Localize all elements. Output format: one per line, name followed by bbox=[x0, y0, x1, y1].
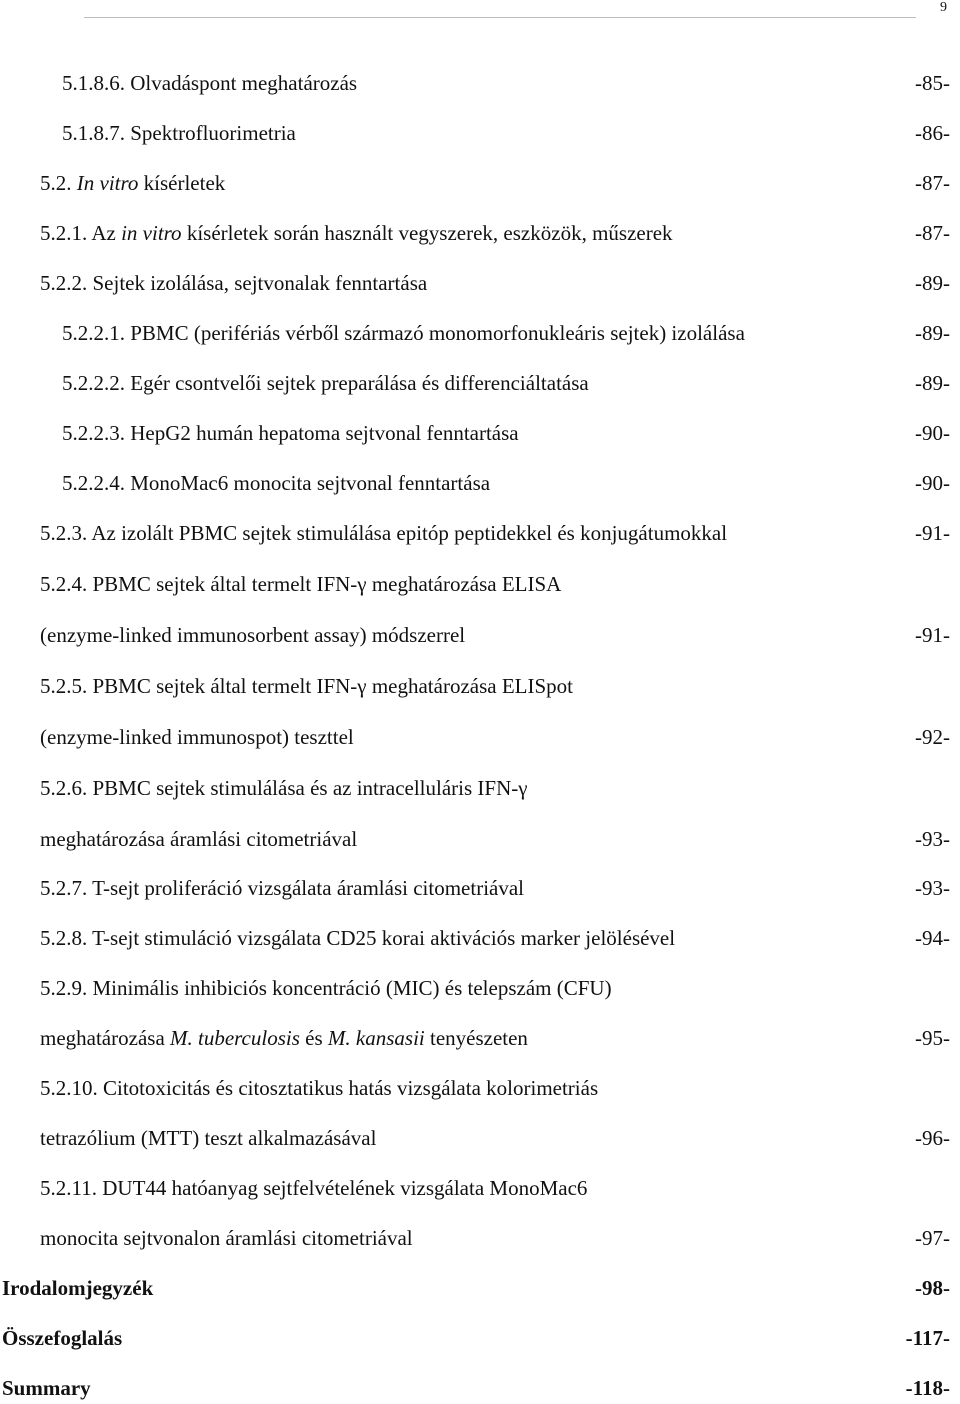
toc-entry-title: 5.2.6. PBMC sejtek stimulálása és az intracelluláris IFN-γ bbox=[40, 776, 528, 800]
toc-entry-title: Irodalomjegyzék bbox=[2, 1276, 154, 1300]
toc-entry bbox=[62, 368, 950, 398]
toc-entry-continuation bbox=[40, 1223, 950, 1253]
toc-entry-title: 5.2.4. PBMC sejtek által termelt IFN-γ meghatározása ELISA bbox=[40, 572, 562, 596]
toc-entry bbox=[62, 118, 950, 148]
toc-entry bbox=[62, 318, 950, 348]
toc-entry-title: 5.2.2.1. PBMC (perifériás vérből származó monomorfonukleáris sejtek) izolálása bbox=[62, 321, 745, 345]
toc-entry-title: 5.1.8.6. Olvadáspont meghatározás bbox=[62, 71, 358, 95]
toc-entry-page: -117- bbox=[905, 1326, 950, 1350]
toc-entry-title: meghatározása M. tuberculosis és M. kansasii tenyészeten bbox=[40, 1026, 528, 1050]
toc-entry-title: 5.2.10. Citotoxicitás és citosztatikus hatás vizsgálata kolorimetriás bbox=[40, 1076, 599, 1100]
toc-entry-page: -97- bbox=[915, 1226, 950, 1250]
toc-entry-continuation bbox=[40, 824, 950, 854]
toc-entry-title: 5.2.3. Az izolált PBMC sejtek stimulálása epitóp peptidekkel és konjugátumokkal bbox=[40, 521, 728, 545]
toc-entry-page: -98- bbox=[915, 1276, 950, 1300]
toc-entry-title: 5.2.9. Minimális inhibiciós koncentráció (MIC) és telepszám (CFU) bbox=[40, 976, 612, 1000]
toc-entry-page: -90- bbox=[915, 471, 950, 495]
toc-entry-title: 5.2.5. PBMC sejtek által termelt IFN-γ meghatározása ELISpot bbox=[40, 674, 573, 698]
toc-entry-title: (enzyme-linked immunosorbent assay) módszerrel bbox=[40, 623, 466, 647]
toc-entry-page: -87- bbox=[915, 171, 950, 195]
toc-entry bbox=[40, 569, 950, 599]
toc-entry-title: 5.1.8.7. Spektrofluorimetria bbox=[62, 121, 296, 145]
toc-entry-title: 5.2.7. T-sejt proliferáció vizsgálata áramlási citometriával bbox=[40, 876, 524, 900]
toc-entry-page: -89- bbox=[915, 321, 950, 345]
toc-entry-page: -93- bbox=[915, 827, 950, 851]
toc-entry-title: monocita sejtvonalon áramlási citometriával bbox=[40, 1226, 413, 1250]
toc-entry-page: -93- bbox=[915, 876, 950, 900]
toc-entry-page: -89- bbox=[915, 271, 950, 295]
toc-entry bbox=[40, 168, 950, 198]
toc-entry bbox=[62, 418, 950, 448]
toc-entry-continuation bbox=[40, 620, 950, 650]
toc-entry-title: meghatározása áramlási citometriával bbox=[40, 827, 358, 851]
toc-entry bbox=[40, 268, 950, 298]
toc-entry-page: -96- bbox=[915, 1126, 950, 1150]
toc-entry-title: 5.2.11. DUT44 hatóanyag sejtfelvételének vizsgálata MonoMac6 bbox=[40, 1176, 588, 1200]
toc-entry bbox=[62, 468, 950, 498]
toc-entry-title: 5.2.1. Az in vitro kísérletek során használt vegyszerek, eszközök, műszerek bbox=[40, 221, 673, 245]
toc-entry bbox=[40, 518, 950, 548]
toc-entry bbox=[40, 973, 950, 1003]
toc-entry-page: -87- bbox=[915, 221, 950, 245]
toc-entry-page: -89- bbox=[915, 371, 950, 395]
toc-entry-title: 5.2. In vitro kísérletek bbox=[40, 171, 226, 195]
toc-entry-title: Összefoglalás bbox=[2, 1326, 123, 1350]
toc-entry-page: -92- bbox=[915, 725, 950, 749]
toc-entry bbox=[40, 923, 950, 953]
toc-entry-continuation bbox=[40, 1023, 950, 1053]
toc-entry bbox=[62, 68, 950, 98]
toc-entry bbox=[40, 218, 950, 248]
toc-entry bbox=[40, 773, 950, 803]
toc-entry bbox=[40, 1173, 950, 1203]
toc-entry-title: (enzyme-linked immunospot) teszttel bbox=[40, 725, 354, 749]
toc-entry-page: -86- bbox=[915, 121, 950, 145]
toc-entry-title: 5.2.8. T-sejt stimuláció vizsgálata CD25 korai aktivációs marker jelölésével bbox=[40, 926, 676, 950]
toc-entry-page: -85- bbox=[915, 71, 950, 95]
toc-entry bbox=[40, 1073, 950, 1103]
toc-entry-page: -90- bbox=[915, 421, 950, 445]
toc-entry-page: -95- bbox=[915, 1026, 950, 1050]
toc-entry-page: -94- bbox=[915, 926, 950, 950]
toc-entry-title: Summary bbox=[2, 1376, 91, 1400]
toc-entry bbox=[40, 671, 950, 701]
toc-entry bbox=[40, 873, 950, 903]
toc-entry-continuation bbox=[40, 1123, 950, 1153]
toc-chapter-osszefoglalas bbox=[2, 1323, 950, 1353]
toc-chapter-irodalomjegyzek bbox=[2, 1273, 950, 1303]
page-number: 9 bbox=[940, 0, 947, 15]
header-rule bbox=[84, 17, 916, 18]
toc-entry-page: -91- bbox=[915, 623, 950, 647]
toc-entry-page: -118- bbox=[905, 1376, 950, 1400]
toc-entry-title: 5.2.2. Sejtek izolálása, sejtvonalak fenntartása bbox=[40, 271, 428, 295]
toc-entry-page: -91- bbox=[915, 521, 950, 545]
toc-entry-continuation bbox=[40, 722, 950, 752]
toc-entry-title: 5.2.2.3. HepG2 humán hepatoma sejtvonal fenntartása bbox=[62, 421, 519, 445]
toc-entry-title: 5.2.2.4. MonoMac6 monocita sejtvonal fenntartása bbox=[62, 471, 491, 495]
toc-entry-title: tetrazólium (MTT) teszt alkalmazásával bbox=[40, 1126, 377, 1150]
toc-chapter-summary bbox=[2, 1373, 950, 1403]
toc-entry-title: 5.2.2.2. Egér csontvelői sejtek preparálása és differenciáltatása bbox=[62, 371, 589, 395]
